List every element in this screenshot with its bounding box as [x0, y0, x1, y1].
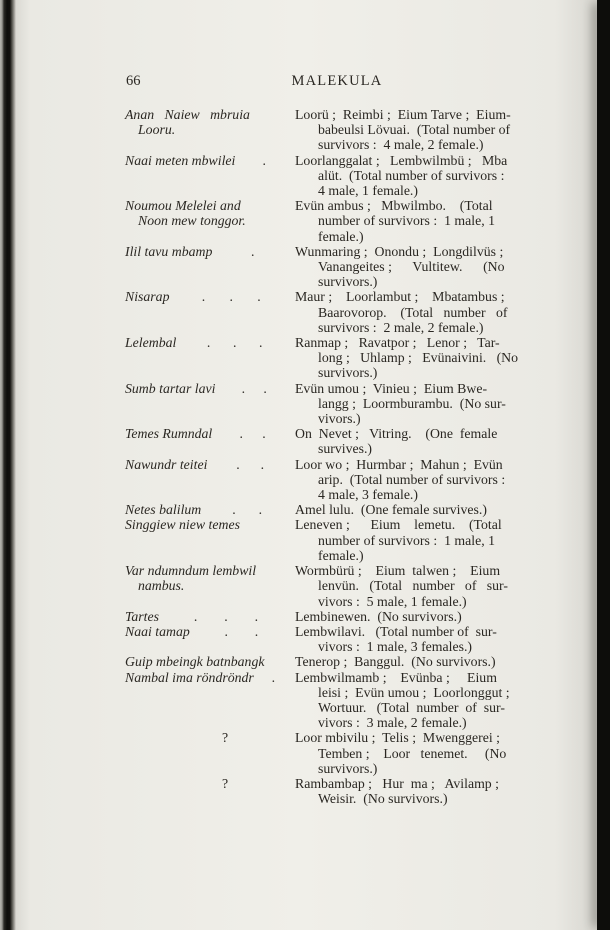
- description-line: Lembwilavi. (Total number of sur-: [295, 623, 497, 639]
- description-line: lenvün. (Total number of sur-: [318, 578, 508, 594]
- name-line: [125, 670, 295, 685]
- description-line: survivors : 2 male, 2 female.): [318, 319, 484, 335]
- dot-leader: . . .: [193, 608, 259, 624]
- description-line: Evün umou ; Vinieu ; Eium Bwe-: [295, 380, 488, 396]
- entry-description: [295, 517, 549, 563]
- description-line: Amel lulu. (One female survives.): [295, 502, 487, 518]
- entry-row: [125, 335, 549, 381]
- entry-row: [125, 670, 549, 731]
- dot-leader: .: [271, 669, 276, 685]
- entry-name: [125, 730, 295, 776]
- description-line: survivors : 4 male, 2 female.): [318, 137, 484, 153]
- entry-name-text: Netes balilum: [125, 502, 202, 518]
- name-line: [125, 213, 295, 228]
- description-line: female.): [318, 228, 364, 244]
- description-line: alüt. (Total number of survivors :: [318, 167, 505, 183]
- entry-name-text: Nawundr teitei: [125, 456, 208, 472]
- description-line: Loor mbivilu ; Telis ; Mwenggerei ;: [295, 730, 500, 746]
- entry-name: [125, 670, 295, 731]
- entry-name: [125, 609, 295, 624]
- description-line: Wortuur. (Total number of sur-: [318, 699, 505, 715]
- entry-description: [295, 153, 549, 199]
- entry-description: [295, 776, 549, 806]
- name-line: [125, 153, 295, 168]
- description-line: vivors : 3 male, 2 female.): [318, 715, 467, 731]
- description-line: vivors : 5 male, 1 female.): [318, 593, 467, 609]
- description-line: survives.): [318, 441, 373, 457]
- dot-leader: . .: [239, 426, 266, 442]
- description-line: vivors.): [318, 411, 361, 427]
- description-line: Wunmaring ; Onondu ; Longdilvüs ;: [295, 243, 504, 259]
- description-line: number of survivors : 1 male, 1: [318, 532, 496, 548]
- description-line: Ranmap ; Ravatpor ; Lenor ; Tar-: [295, 335, 500, 351]
- description-line: vivors : 1 male, 3 females.): [318, 639, 473, 655]
- description-line: langg ; Loormburambu. (No sur-: [318, 395, 506, 411]
- entry-name-text: Looru.: [138, 122, 176, 138]
- entry-row: [125, 609, 549, 624]
- description-line: Baarovorop. (Total number of: [318, 304, 508, 320]
- entry-description: [295, 289, 549, 335]
- description-line: Tenerop ; Banggul. (No survivors.): [295, 654, 496, 670]
- description-line: Evün ambus ; Mbwilmbo. (Total: [295, 198, 493, 214]
- name-line: [125, 609, 295, 624]
- description-line: Loorlanggalat ; Lembwilmbü ; Mba: [295, 152, 508, 168]
- entry-row: [125, 107, 549, 153]
- name-line: [125, 563, 295, 578]
- entry-name: [125, 153, 295, 199]
- entry-name-text: Naai tamap: [125, 623, 190, 639]
- entry-name-text: Nisarap: [125, 289, 170, 305]
- name-line: [125, 730, 295, 745]
- dot-leader: .: [250, 243, 255, 259]
- name-line: [125, 426, 295, 441]
- entry-name: [125, 624, 295, 654]
- entry-name: [125, 654, 295, 669]
- description-line: Loor wo ; Hurmbar ; Mahun ; Evün: [295, 456, 503, 472]
- entry-list: [125, 107, 549, 806]
- entry-name-text: Var ndumndum lembwil: [125, 563, 257, 579]
- binding-shadow: [0, 0, 16, 930]
- name-line: [125, 624, 295, 639]
- entry-row: [125, 244, 549, 290]
- entry-row: [125, 153, 549, 199]
- entry-name: [125, 244, 295, 290]
- description-line: Weisir. (No survivors.): [318, 791, 448, 807]
- entry-row: [125, 502, 549, 517]
- entry-name-text: Naai meten mbwilei: [125, 152, 236, 168]
- name-line: [125, 244, 295, 259]
- entry-name: [125, 776, 295, 806]
- entry-name: [125, 517, 295, 563]
- name-line: [125, 122, 295, 137]
- description-line: Rambambap ; Hur ma ; Avilamp ;: [295, 775, 499, 791]
- entry-description: [295, 654, 549, 669]
- description-line: Lembinewen. (No survivors.): [295, 608, 462, 624]
- description-line: Wormbürü ; Eium talwen ; Eium: [295, 563, 501, 579]
- entry-name-text: Sumb tartar lavi: [125, 380, 216, 396]
- entry-row: [125, 654, 549, 669]
- description-line: female.): [318, 547, 364, 563]
- entry-description: [295, 335, 549, 381]
- entry-row: [125, 381, 549, 427]
- entry-name: [125, 426, 295, 456]
- name-line: [125, 776, 295, 791]
- entry-description: [295, 198, 549, 244]
- description-line: Leneven ; Eium lemetu. (Total: [295, 517, 502, 533]
- entry-row: [125, 563, 549, 609]
- description-line: 4 male, 1 female.): [318, 183, 418, 199]
- page-number: 66: [126, 73, 141, 89]
- description-line: Vanangeites ; Vultitew. (No: [318, 259, 505, 275]
- entry-name: [125, 335, 295, 381]
- entry-name-text: Noon mew tonggor.: [138, 213, 246, 229]
- entry-name-text: Temes Rumndal: [125, 426, 213, 442]
- description-line: arip. (Total number of survivors :: [318, 471, 506, 487]
- entry-description: [295, 426, 549, 456]
- name-line: [125, 517, 295, 532]
- entry-row: [125, 517, 549, 563]
- entry-name-text: Singgiew niew temes: [125, 517, 240, 533]
- entry-name: [125, 563, 295, 609]
- page-title: MALEKULA: [291, 73, 383, 89]
- description-line: Temben ; Loor tenemet. (No: [318, 745, 507, 761]
- entry-name-text: Noumou Melelei and: [125, 198, 241, 214]
- entry-row: [125, 289, 549, 335]
- name-line: [125, 107, 295, 122]
- page-edge-right: [597, 0, 610, 930]
- entry-description: [295, 609, 549, 624]
- entry-name-text: Guip mbeingk batnbangk: [125, 654, 265, 670]
- entry-description: [295, 502, 549, 517]
- entry-row: [125, 776, 549, 806]
- entry-name-text: ?: [222, 730, 229, 746]
- entry-name: [125, 457, 295, 503]
- dot-leader: . . .: [206, 335, 263, 351]
- name-line: [125, 381, 295, 396]
- entry-description: [295, 624, 549, 654]
- name-line: [125, 289, 295, 304]
- description-line: Lembwilmamb ; Evünba ; Eium: [295, 669, 497, 685]
- entry-name-text: Anan Naiew mbruia: [125, 107, 250, 122]
- entry-name: [125, 502, 295, 517]
- name-line: [125, 335, 295, 350]
- entry-name-text: Nambal ima röndröndr: [125, 669, 254, 685]
- dot-leader: . . .: [201, 289, 261, 305]
- entry-description: [295, 107, 549, 153]
- entry-row: [125, 457, 549, 503]
- entry-name: [125, 289, 295, 335]
- description-line: long ; Uhlamp ; Evünaivini. (No: [318, 350, 519, 366]
- entry-name-text: Ilil tavu mbamp: [125, 243, 213, 259]
- dot-leader: . .: [236, 456, 265, 472]
- dot-leader: .: [262, 152, 266, 168]
- description-line: Loorü ; Reimbi ; Eium Tarve ; Eium-: [295, 107, 511, 122]
- description-line: survivors.): [318, 365, 378, 381]
- entry-description: [295, 381, 549, 427]
- name-line: [125, 502, 295, 517]
- entry-name: [125, 381, 295, 427]
- description-line: leisi ; Evün umou ; Loorlonggut ;: [318, 684, 510, 700]
- page-header: [125, 74, 549, 91]
- description-line: 4 male, 3 female.): [318, 487, 418, 503]
- entry-name-text: Lelembal: [125, 335, 177, 351]
- page-content: [125, 74, 549, 806]
- entry-name-text: Tartes: [125, 608, 160, 624]
- entry-row: [125, 198, 549, 244]
- dot-leader: . .: [224, 623, 259, 639]
- entry-name: [125, 107, 295, 153]
- name-line: [125, 198, 295, 213]
- entry-row: [125, 730, 549, 776]
- entry-description: [295, 244, 549, 290]
- dot-leader: . .: [241, 380, 267, 396]
- name-line: [125, 457, 295, 472]
- description-line: number of survivors : 1 male, 1: [318, 213, 496, 229]
- name-line: [125, 578, 295, 593]
- entry-name-text: nambus.: [138, 578, 185, 594]
- entry-description: [295, 457, 549, 503]
- entry-row: [125, 624, 549, 654]
- description-line: survivors.): [318, 274, 378, 290]
- name-line: [125, 654, 295, 669]
- description-line: survivors.): [318, 760, 378, 776]
- description-line: Maur ; Loorlambut ; Mbatambus ;: [295, 289, 505, 305]
- description-line: babeulsi Lövuai. (Total number of: [318, 122, 511, 138]
- entry-description: [295, 670, 549, 731]
- entry-description: [295, 563, 549, 609]
- entry-row: [125, 426, 549, 456]
- entry-description: [295, 730, 549, 776]
- description-line: On Nevet ; Vitring. (One female: [295, 426, 498, 442]
- dot-leader: . .: [232, 502, 263, 518]
- entry-name-text: ?: [222, 775, 229, 791]
- entry-name: [125, 198, 295, 244]
